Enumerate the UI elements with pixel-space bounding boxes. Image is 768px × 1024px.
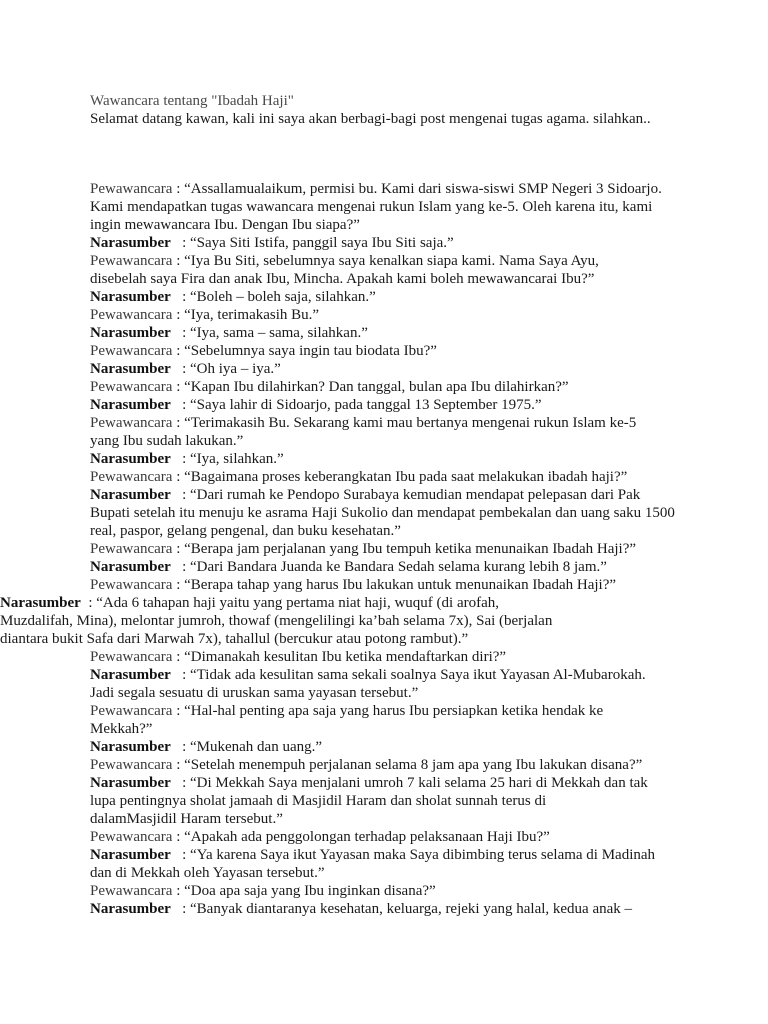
utterance-text: “Dari rumah ke Pendopo Surabaya kemudian mendapat pelepasan dari Pak Bupati setelah itu menuju ke asrama Haji Sukolio dan mendapat pembekalan dan uang saku 1500 real, paspor, gelang pengenal, dan buku kesehatan.” [90, 487, 675, 539]
speaker-separator: : [80, 595, 97, 611]
utterance-text: “Saya lahir di Sidoarjo, pada tanggal 13 September 1975.” [190, 397, 542, 413]
dialog-turn [90, 450, 690, 468]
speaker-label: Narasumber [90, 739, 171, 755]
speaker-separator: : [172, 379, 185, 395]
utterance-text: “Sebelumnya saya ingin tau biodata Ibu?” [184, 343, 437, 359]
speaker-separator: : [170, 847, 190, 863]
dialog-turn [90, 306, 690, 324]
speaker-label: Narasumber [90, 397, 171, 413]
dialog-turn [90, 378, 690, 396]
speaker-separator: : [172, 469, 185, 485]
speaker-label: Narasumber [0, 595, 81, 611]
dialog-turn [90, 828, 690, 846]
speaker-label: Narasumber [90, 361, 171, 377]
dialog-turn [90, 540, 690, 558]
utterance-text: “Assallamualaikum, permisi bu. Kami dari siswa-siswi SMP Negeri 3 Sidoarjo. Kami mendapatkan tugas wawancara mengenai rukun Islam yang ke-5. Oleh karena itu, kami ingin mewawancara Ibu. Dengan Ibu siapa?” [90, 181, 662, 233]
document-intro: Selamat datang kawan, kali ini saya akan berbagi-bagi post mengenai tugas agama. silahkan.. [90, 111, 651, 127]
utterance-text: “Setelah menempuh perjalanan selama 8 jam apa yang Ibu lakukan disana?” [184, 757, 643, 773]
utterance-text: “Ada 6 tahapan haji yaitu yang pertama niat haji, wuquf (di arofah, Muzdalifah, Mina), melontar jumroh, thowaf (mengelilingi ka’bah selama 7x), Sai (berjalan diantara bukit Safa dari Marwah 7x), tahallul (bercukur atau potong rambut).” [0, 595, 553, 647]
utterance-text: “Saya Siti Istifa, panggil saya Ibu Siti saja.” [190, 235, 454, 251]
dialog-turn [90, 702, 690, 738]
speaker-separator: : [172, 883, 185, 899]
speaker-separator: : [172, 253, 185, 269]
speaker-label: Pewawancara [90, 883, 173, 899]
dialog-turn [90, 324, 690, 342]
interview-dialog [0, 180, 690, 918]
dialog-turn [90, 774, 690, 828]
speaker-label: Pewawancara [90, 181, 173, 197]
speaker-separator: : [172, 343, 185, 359]
speaker-separator: : [170, 451, 190, 467]
speaker-separator: : [172, 703, 185, 719]
speaker-label: Pewawancara [90, 829, 173, 845]
utterance-text: “Doa apa saja yang Ibu inginkan disana?” [184, 883, 436, 899]
utterance-text: “Boleh – boleh saja, silahkan.” [190, 289, 376, 305]
utterance-text: “Oh iya – iya.” [190, 361, 281, 377]
speaker-separator: : [170, 559, 190, 575]
speaker-separator: : [170, 361, 190, 377]
dialog-turn [90, 846, 690, 882]
speaker-separator: : [172, 829, 185, 845]
dialog-turn [90, 288, 690, 306]
utterance-text: “Berapa jam perjalanan yang Ibu tempuh ketika menunaikan Ibadah Haji?” [184, 541, 637, 557]
dialog-turn [0, 594, 690, 648]
dialog-turn [90, 900, 690, 918]
dialog-turn [90, 360, 690, 378]
utterance-text: “Hal-hal penting apa saja yang harus Ibu persiapkan ketika hendak ke Mekkah?” [90, 703, 604, 737]
speaker-separator: : [172, 541, 185, 557]
speaker-label: Pewawancara [90, 703, 173, 719]
speaker-label: Pewawancara [90, 757, 173, 773]
utterance-text: “Dimanakah kesulitan Ibu ketika mendaftarkan diri?” [184, 649, 507, 665]
speaker-label: Pewawancara [90, 541, 173, 557]
dialog-turn [90, 234, 690, 252]
speaker-label: Narasumber [90, 559, 171, 575]
speaker-separator: : [170, 901, 190, 917]
speaker-separator: : [170, 667, 190, 683]
speaker-label: Narasumber [90, 289, 171, 305]
speaker-separator: : [170, 487, 190, 503]
dialog-turn [90, 414, 690, 450]
dialog-turn [90, 648, 690, 666]
dialog-turn [90, 252, 690, 288]
speaker-label: Narasumber [90, 901, 171, 917]
utterance-text: “Di Mekkah Saya menjalani umroh 7 kali selama 25 hari di Mekkah dan tak lupa pentingnya sholat jamaah di Masjidil Haram dan sholat sunnah terus di dalamMasjidil Haram tersebut.” [90, 775, 648, 827]
speaker-label: Pewawancara [90, 307, 173, 323]
speaker-separator: : [172, 181, 185, 197]
dialog-turn [90, 738, 690, 756]
utterance-text: “Mukenah dan uang.” [190, 739, 323, 755]
speaker-separator: : [170, 739, 190, 755]
dialog-turn [90, 468, 690, 486]
speaker-label: Pewawancara [90, 379, 173, 395]
dialog-turn [90, 576, 690, 594]
speaker-separator: : [172, 307, 185, 323]
speaker-label: Pewawancara [90, 469, 173, 485]
speaker-separator: : [170, 397, 190, 413]
utterance-text: “Bagaimana proses keberangkatan Ibu pada saat melakukan ibadah haji?” [184, 469, 628, 485]
speaker-separator: : [172, 757, 185, 773]
utterance-text: “Dari Bandara Juanda ke Bandara Sedah selama kurang lebih 8 jam.” [190, 559, 607, 575]
speaker-label: Pewawancara [90, 343, 173, 359]
speaker-label: Pewawancara [90, 253, 173, 269]
utterance-text: “Iya, silahkan.” [190, 451, 284, 467]
speaker-label: Narasumber [90, 451, 171, 467]
speaker-separator: : [172, 649, 185, 665]
speaker-label: Narasumber [90, 847, 171, 863]
dialog-turn [90, 486, 690, 540]
speaker-label: Narasumber [90, 235, 171, 251]
dialog-turn [90, 180, 690, 234]
dialog-turn [90, 342, 690, 360]
speaker-label: Pewawancara [90, 415, 173, 431]
speaker-separator: : [170, 325, 190, 341]
speaker-separator: : [172, 415, 185, 431]
utterance-text: “Ya karena Saya ikut Yayasan maka Saya dibimbing terus selama di Madinah dan di Mekkah oleh Yayasan tersebut.” [90, 847, 656, 881]
utterance-text: “Banyak diantaranya kesehatan, keluarga, rejeki yang halal, kedua anak – [190, 901, 633, 917]
speaker-label: Narasumber [90, 487, 171, 503]
speaker-label: Narasumber [90, 775, 171, 791]
utterance-text: “Kapan Ibu dilahirkan? Dan tanggal, bulan apa Ibu dilahirkan?” [184, 379, 569, 395]
utterance-text: “Berapa tahap yang harus Ibu lakukan untuk menunaikan Ibadah Haji?” [184, 577, 617, 593]
utterance-text: “Terimakasih Bu. Sekarang kami mau bertanya mengenai rukun Islam ke-5 yang Ibu sudah lakukan.” [90, 415, 637, 449]
utterance-text: “Iya, sama – sama, silahkan.” [190, 325, 368, 341]
utterance-text: “Iya Bu Siti, sebelumnya saya kenalkan siapa kami. Nama Saya Ayu, disebelah saya Fira dan anak Ibu, Mincha. Apakah kami boleh mewawancarai Ibu?” [90, 253, 599, 287]
dialog-turn [90, 558, 690, 576]
dialog-turn [90, 756, 690, 774]
speaker-separator: : [170, 775, 190, 791]
document-title: Wawancara tentang "Ibadah Haji" [90, 93, 294, 109]
dialog-turn [90, 666, 690, 702]
dialog-turn [90, 396, 690, 414]
dialog-turn [90, 882, 690, 900]
speaker-label: Narasumber [90, 325, 171, 341]
speaker-label: Narasumber [90, 667, 171, 683]
speaker-label: Pewawancara [90, 649, 173, 665]
speaker-label: Pewawancara [90, 577, 173, 593]
utterance-text: “Iya, terimakasih Bu.” [184, 307, 320, 323]
speaker-separator: : [170, 235, 190, 251]
utterance-text: “Apakah ada penggolongan terhadap pelaksanaan Haji Ibu?” [184, 829, 550, 845]
speaker-separator: : [170, 289, 190, 305]
speaker-separator: : [172, 577, 185, 593]
utterance-text: “Tidak ada kesulitan sama sekali soalnya Saya ikut Yayasan Al-Mubarokah. Jadi segala sesuatu di uruskan sama yayasan tersebut.” [90, 667, 646, 701]
